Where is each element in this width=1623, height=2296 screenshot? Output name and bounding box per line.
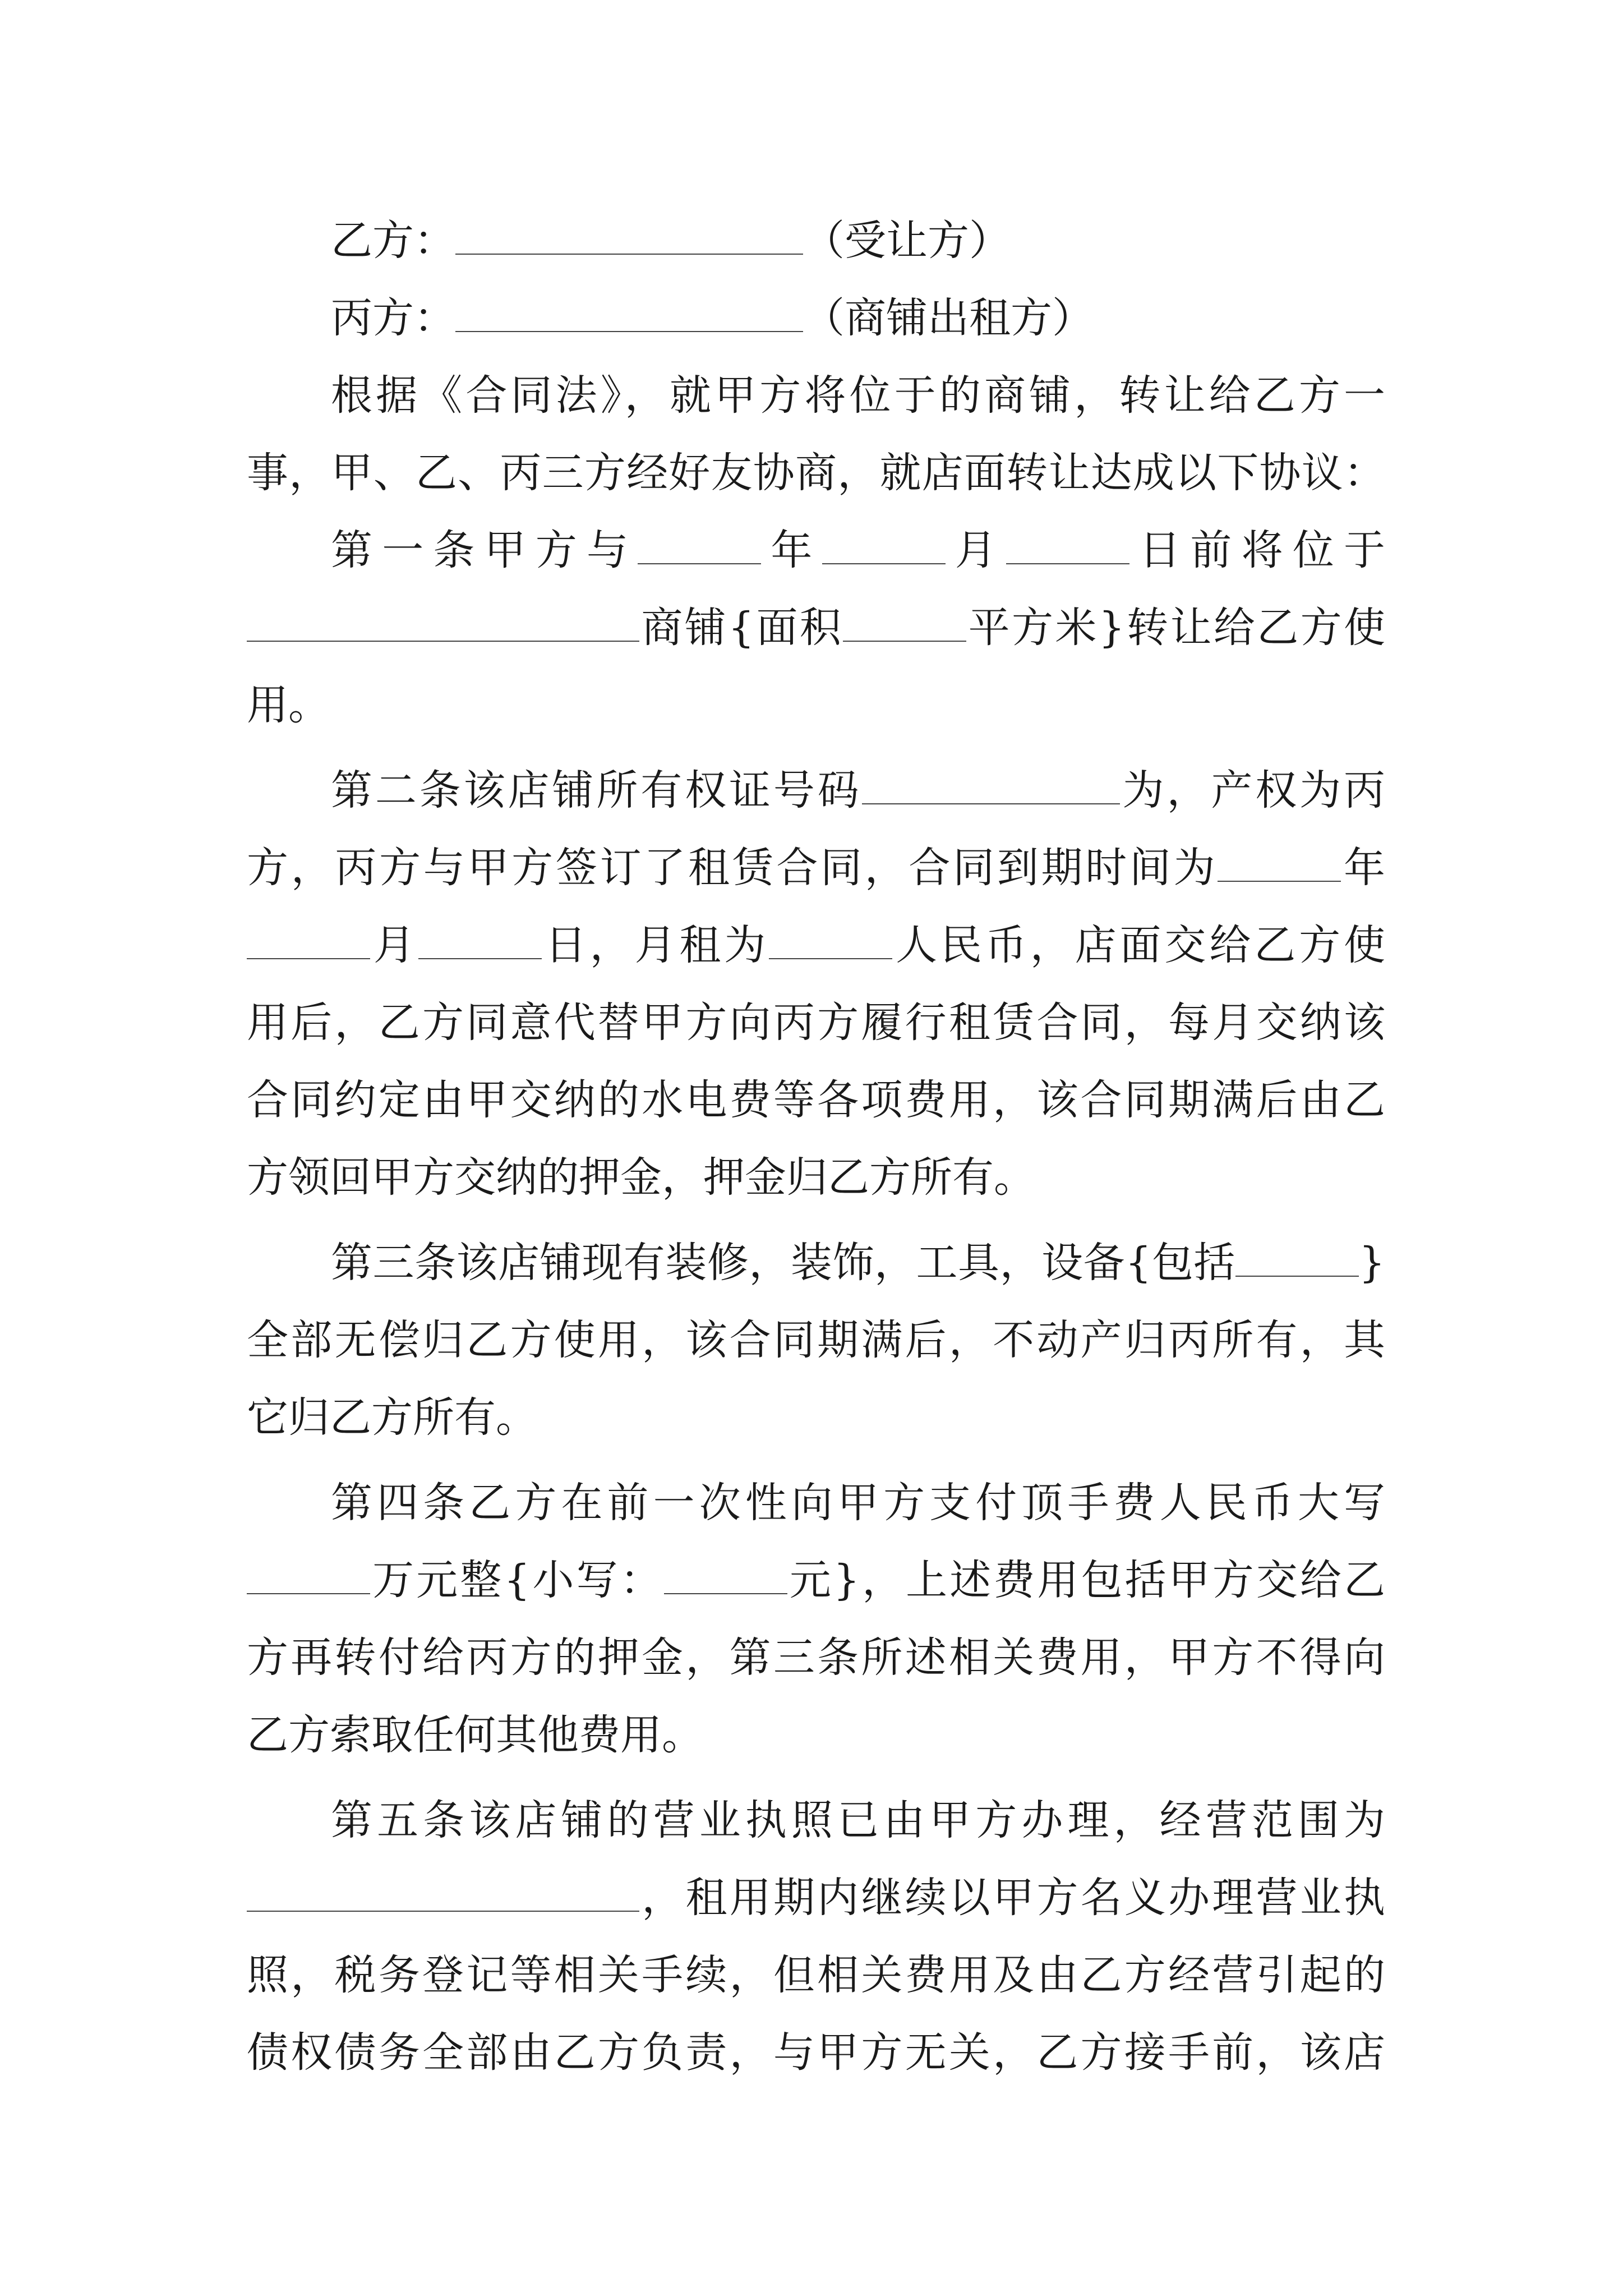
amount-upper-blank <box>247 1561 370 1594</box>
article-1-text-b: 日前将位于 <box>1129 526 1386 574</box>
article-3-text-c: 全部无偿归乙方使用，该合同期满后，不动产归丙所有，其 <box>247 1316 1385 1364</box>
article-1-text-c: 商铺{面积 <box>639 604 843 652</box>
article-5-line-2 <box>247 1859 1385 1936</box>
article-4-text-a: 第四条乙方在前一次性向甲方支付顶手费人民币大写 <box>331 1479 1385 1527</box>
month-label: 月 <box>945 526 1007 574</box>
amount-lower-blank <box>664 1561 787 1594</box>
article-3-text-d: 它归乙方所有。 <box>247 1393 537 1442</box>
article-1-text-a: 第一条甲方与 <box>331 526 638 574</box>
party-b-role: （受让方） <box>803 217 1011 265</box>
article-2-text-b: 为，产权为丙 <box>1119 766 1386 815</box>
article-3-text-a: 第三条该店铺现有装修，装饰，工具，设备{包括 <box>331 1239 1235 1287</box>
year-label: 年 <box>761 526 822 574</box>
article-3-line-3 <box>247 1379 1385 1456</box>
party-c-label: 丙方： <box>331 294 455 342</box>
article-4-line-1 <box>247 1464 1385 1542</box>
article-1-line-3 <box>247 666 1385 744</box>
article-2-line-2 <box>247 829 1385 907</box>
article-3-line-1 <box>247 1224 1385 1301</box>
article-4-line-2 <box>247 1542 1385 1619</box>
expiry-year-blank <box>1218 848 1341 882</box>
article-2-text-h: 方领回甲方交纳的押金，押金归乙方所有。 <box>247 1153 1035 1202</box>
document-page <box>247 202 1385 2091</box>
intro-text-2: 事，甲、乙、丙三方经好友协商，就店面转让达成以下协议： <box>247 449 1385 497</box>
article-5-line-3 <box>247 1936 1385 2014</box>
article-2-text-f: 用后，乙方同意代替甲方向丙方履行租赁合同，每月交纳该 <box>247 999 1385 1047</box>
location-blank <box>247 608 639 642</box>
article-5-line-1 <box>247 1782 1385 1859</box>
certificate-blank <box>862 771 1120 804</box>
day-blank <box>1006 531 1129 564</box>
article-4-text-d: 方再转付给丙方的押金，第三条所述相关费用，甲方不得向 <box>247 1634 1385 1682</box>
article-2-line-4 <box>247 984 1385 1061</box>
business-scope-blank <box>247 1878 639 1912</box>
party-b-line <box>247 202 1385 279</box>
party-b-blank <box>455 221 803 255</box>
expiry-month-label: 月 <box>370 921 418 969</box>
article-1-text-d: 平方米}转让给乙方使 <box>966 604 1385 652</box>
article-5-text-b: ，租用期内继续以甲方名义办理营业执 <box>639 1874 1385 1922</box>
article-1-line-2 <box>247 589 1385 666</box>
article-2-text-a: 第二条该店铺所有权证号码 <box>331 766 862 815</box>
article-4-text-b: 万元整{小写： <box>370 1556 664 1604</box>
expiry-month-blank <box>247 926 370 959</box>
equipment-blank <box>1235 1243 1359 1277</box>
area-blank <box>843 608 966 642</box>
article-1-line-1 <box>247 512 1385 589</box>
article-5-text-d: 债权债务全部由乙方负责，与甲方无关，乙方接手前，该店 <box>247 2028 1385 2077</box>
expiry-year-label: 年 <box>1341 844 1386 892</box>
party-c-role: （商铺出租方） <box>803 294 1094 342</box>
article-2-line-3 <box>247 907 1385 984</box>
party-c-blank <box>455 298 803 332</box>
article-4-text-e: 乙方索取任何其他费用。 <box>247 1711 703 1759</box>
article-2-line-5 <box>247 1061 1385 1139</box>
party-c-line <box>247 279 1385 357</box>
article-2-line-6 <box>247 1139 1385 1216</box>
year-blank <box>638 531 761 564</box>
article-2-text-c: 方，丙方与甲方签订了租赁合同，合同到期时间为 <box>247 844 1218 892</box>
article-2-line-1 <box>247 752 1385 829</box>
article-2-text-e: 人民币，店面交给乙方使 <box>892 921 1386 969</box>
article-4-line-3 <box>247 1619 1385 1696</box>
intro-line-2 <box>247 434 1385 512</box>
article-4-text-c: 元}，上述费用包括甲方交给乙 <box>787 1556 1385 1604</box>
article-5-text-c: 照，税务登记等相关手续，但相关费用及由乙方经营引起的 <box>247 1951 1385 1999</box>
expiry-day-blank <box>418 926 542 959</box>
month-blank <box>822 531 946 564</box>
article-2-text-g: 合同约定由甲交纳的水电费等各项费用，该合同期满后由乙 <box>247 1076 1385 1124</box>
article-3-text-b: } <box>1358 1239 1385 1287</box>
article-5-line-4 <box>247 2014 1385 2091</box>
intro-line-1 <box>247 357 1385 434</box>
article-1-text-e: 用。 <box>247 681 330 729</box>
rent-blank <box>769 926 892 959</box>
intro-text-1: 根据《合同法》，就甲方将位于的商铺，转让给乙方一 <box>331 371 1385 420</box>
article-3-line-2 <box>247 1301 1385 1379</box>
article-2-text-d: 日，月租为 <box>541 921 769 969</box>
party-b-label: 乙方： <box>331 217 455 265</box>
article-5-text-a: 第五条该店铺的营业执照已由甲方办理，经营范围为 <box>331 1796 1385 1844</box>
article-4-line-4 <box>247 1696 1385 1774</box>
